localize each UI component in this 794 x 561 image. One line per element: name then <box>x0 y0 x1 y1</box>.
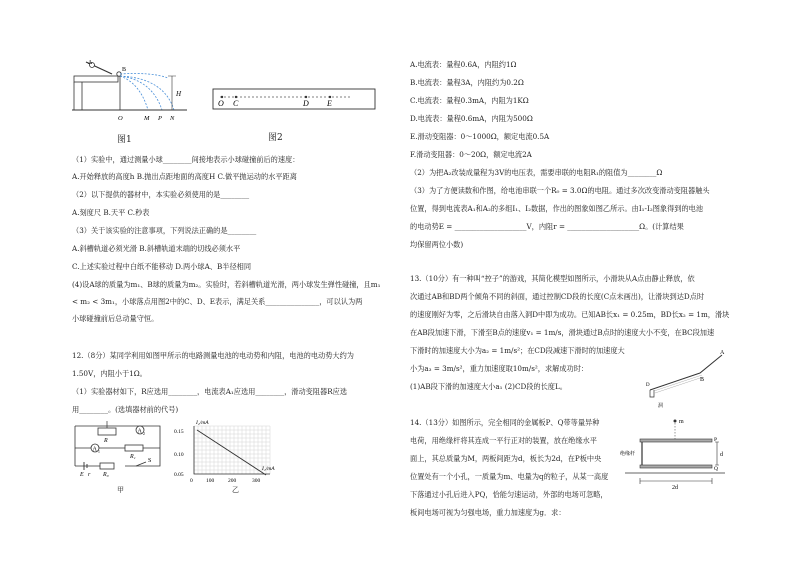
p13-label-d: D <box>646 383 650 388</box>
p14-line-5: 下落通过小孔后进入PQ，恰能匀速运动，外部的电场可忽略， <box>410 490 608 499</box>
p14-label-m: m <box>679 419 684 425</box>
p13-line-2: 次通过AB和BD两个倾角不同的斜面，通过控制CD段的长度(C点未画出)，让滑块到达D点时 <box>410 292 705 301</box>
p12-text-2: 1.50V，内阻小于1Ω。 <box>72 369 147 378</box>
q4-text-2: < m₂ < 3m₁，小球落点用图2中的C、D、E表示，满足关系_______________，可以认为两 <box>72 297 363 306</box>
fig1-label-b: B <box>122 67 127 73</box>
graph-y-tick-005: 0.05 <box>174 472 184 478</box>
p12-q3: （3）为了方便读数和作图，给电池串联一个R₀ = 3.0Ω的电阻。通过多次改变滑动变阻器触头 <box>410 186 710 195</box>
graph-y-tick-015: 0.15 <box>174 429 184 435</box>
p14-label-insulator: 绝缘杆 <box>620 452 636 457</box>
circuit-r-internal: r <box>88 472 91 478</box>
p14-label-d: d <box>720 452 723 458</box>
graph-y-label: I₂/mA <box>196 420 209 426</box>
q2-options: A.刻度尺 B.天平 C.秒表 <box>72 208 150 217</box>
graph-y-tick-010: 0.10 <box>174 452 184 458</box>
figure-2-caption: 图2 <box>268 133 283 143</box>
p13-line-4: 在AB段加速下滑，下滑至B点的速度v₁ = 1m/s，滑块通过B点时的速度大小不变，在BC段加速 <box>410 328 715 337</box>
option-b: B.电流表：量程3A，内阻约为0.2Ω <box>410 78 524 87</box>
p13-line-6: 小为a₃ = 3m/s²，重力加速度取10m/s²，求解成功时： <box>410 364 589 373</box>
q4-text-3: 小球碰撞前后总动量守恒。 <box>72 314 159 323</box>
p14-label-2d: 2d <box>672 485 678 490</box>
circuit-a1: A <box>92 446 97 453</box>
option-e: E.滑动变阻器：0～1000Ω，额定电流0.5A <box>410 132 550 141</box>
q4-text: (4)设A球的质量为m₁、B球的质量为m₂。实验时，若斜槽轨道光滑，两小球发生弹性碰撞，且m₁ <box>72 280 381 289</box>
graph-x-tick-0: 0 <box>190 478 193 484</box>
q3-options-cd: C.上述实验过程中白纸不能移动 D.两小球A、B半径相同 <box>72 262 252 271</box>
fig2-label-o: O <box>218 99 224 108</box>
option-a: A.电流表：量程0.6A，内阻约1Ω <box>410 60 517 69</box>
fig1-label-a: A <box>88 60 93 66</box>
circuit-a1-sub: 1 <box>98 450 100 454</box>
graph-x-tick-300: 300 <box>252 478 261 484</box>
q1-text: （1）实验中，通过测量小球________间接地表示小球碰撞前后的速度： <box>72 155 300 164</box>
circuit-a2: A <box>137 428 142 435</box>
circuit-e: E <box>80 472 84 478</box>
q1-options: A.开始释放的高度h B.抛出点距地面的高度H C.做平抛运动的水平距离 <box>72 172 297 181</box>
i1-i2-graph <box>170 418 285 488</box>
p13-label-hole: 洞 <box>658 404 664 409</box>
p12-title: 12.（8分）某同学利用如图甲所示的电路测量电池的电动势和内阻，电池的电动势大约为 <box>72 351 354 360</box>
circuit-caption: 甲 <box>117 486 124 494</box>
q3-text: （3）关于该实验的注意事项，下列说法正确的是________ <box>72 226 257 235</box>
q3-options-ab: A.斜槽轨道必须光滑 B.斜槽轨道末端的切线必须水平 <box>72 244 241 253</box>
circuit-s: S <box>148 458 152 464</box>
circuit-r1: R₁ <box>130 454 136 460</box>
p13-line-5: 下滑时的加速度大小为a₂ = 1m/s²；在CD段减速下滑时的加速度大 <box>410 346 625 355</box>
p12-q1-b: 用________。(选填器材前的代号) <box>72 405 179 414</box>
p14-line-4: 位置处有一个小孔，一质量为m、电量为q的粒子，从某一高度 <box>410 472 609 481</box>
circuit-a2-sub: 2 <box>143 432 145 436</box>
q2-text: （2）以下提供的器材中，本实验必须使用的是________ <box>72 190 250 199</box>
p13-slope-figure <box>640 345 730 410</box>
fig2-label-d: D <box>303 99 309 108</box>
graph-x-tick-200: 200 <box>228 478 237 484</box>
p14-label-p: P <box>714 437 718 443</box>
graph-grid <box>194 426 270 474</box>
fig2-label-c: C <box>233 99 239 108</box>
option-c: C.电流表：量程0.3mA，内阻为1KΩ <box>410 96 529 105</box>
p14-line-6: 板间电场可视为匀强电场，重力加速度为g．求： <box>410 508 566 517</box>
figure-1-apparatus <box>72 58 192 128</box>
p13-line-7: (1)AB段下滑的加速度大小a₁ (2)CD段的长度L。 <box>410 382 567 391</box>
graph-caption: 乙 <box>232 486 239 494</box>
figure-2-strip <box>210 86 380 114</box>
fig1-label-n: N <box>170 115 175 122</box>
fig1-label-m: M <box>144 115 150 122</box>
fig1-label-p: P <box>158 115 162 122</box>
circuit-r: R <box>104 438 108 444</box>
circuit-diagram <box>70 418 170 478</box>
p12-q2: （2）为把A₂改装成量程为3V的电压表，需要串联的电阻R₁的阻值为________Ω <box>410 168 663 177</box>
graph-x-tick-100: 100 <box>206 478 215 484</box>
p14-line-2: 电荷，用绝缘杆将其连成一平行正对的装置，放在绝缘水平 <box>410 436 597 445</box>
p14-line-1: 14.（13分）如图所示，完全相同的金属板P、Q带等量异种 <box>410 418 600 427</box>
p12-q1: （1）实验器材如下，R应选用________，电流表A₁应选用________，滑动变阻器R应选 <box>72 387 348 396</box>
fig2-label-e: E <box>327 99 332 108</box>
p14-plates-figure <box>620 415 730 490</box>
p12-q3-d: 均保留两位小数) <box>410 240 464 249</box>
p12-q3-c: 的电动势E = ____________________V，内阻r = ____________________Ω。(计算结果 <box>410 222 684 231</box>
p13-line-3: 的速度刚好为零，之后滑块自由落入洞D中即为成功。已知AB长x₁ = 0.25m，BD长x₂ = 1m，滑块 <box>410 310 730 319</box>
p13-line-1: 13.（10分）有一种叫“控子”的游戏，其简化模型如图所示，小滑块从A点由静止释放，依 <box>410 274 695 283</box>
p12-q3-b: 位置，得到电流表A₁和A₂的多组I₁、I₂数据，作出的图象如图乙所示。由I₁-I₂图象得到的电池 <box>410 204 704 213</box>
fig1-label-h: H <box>176 90 182 98</box>
p14-line-3: 面上，其总质量为M，两板间距为d，板长为2d，在P板中央 <box>410 454 602 463</box>
graph-x-label: I₁/mA <box>262 466 275 472</box>
p13-label-b: B <box>700 377 705 383</box>
option-f: F.滑动变阻器：0～20Ω，额定电流2A <box>410 150 532 159</box>
circuit-r0: R₀ <box>103 472 109 478</box>
figure-1-caption: 图1 <box>117 135 132 145</box>
p13-label-a: A <box>720 350 725 356</box>
option-d: D.电流表：量程0.6mA，内阻为500Ω <box>410 114 533 123</box>
p14-label-q: Q <box>714 466 718 472</box>
fig1-label-o: O <box>118 115 123 122</box>
